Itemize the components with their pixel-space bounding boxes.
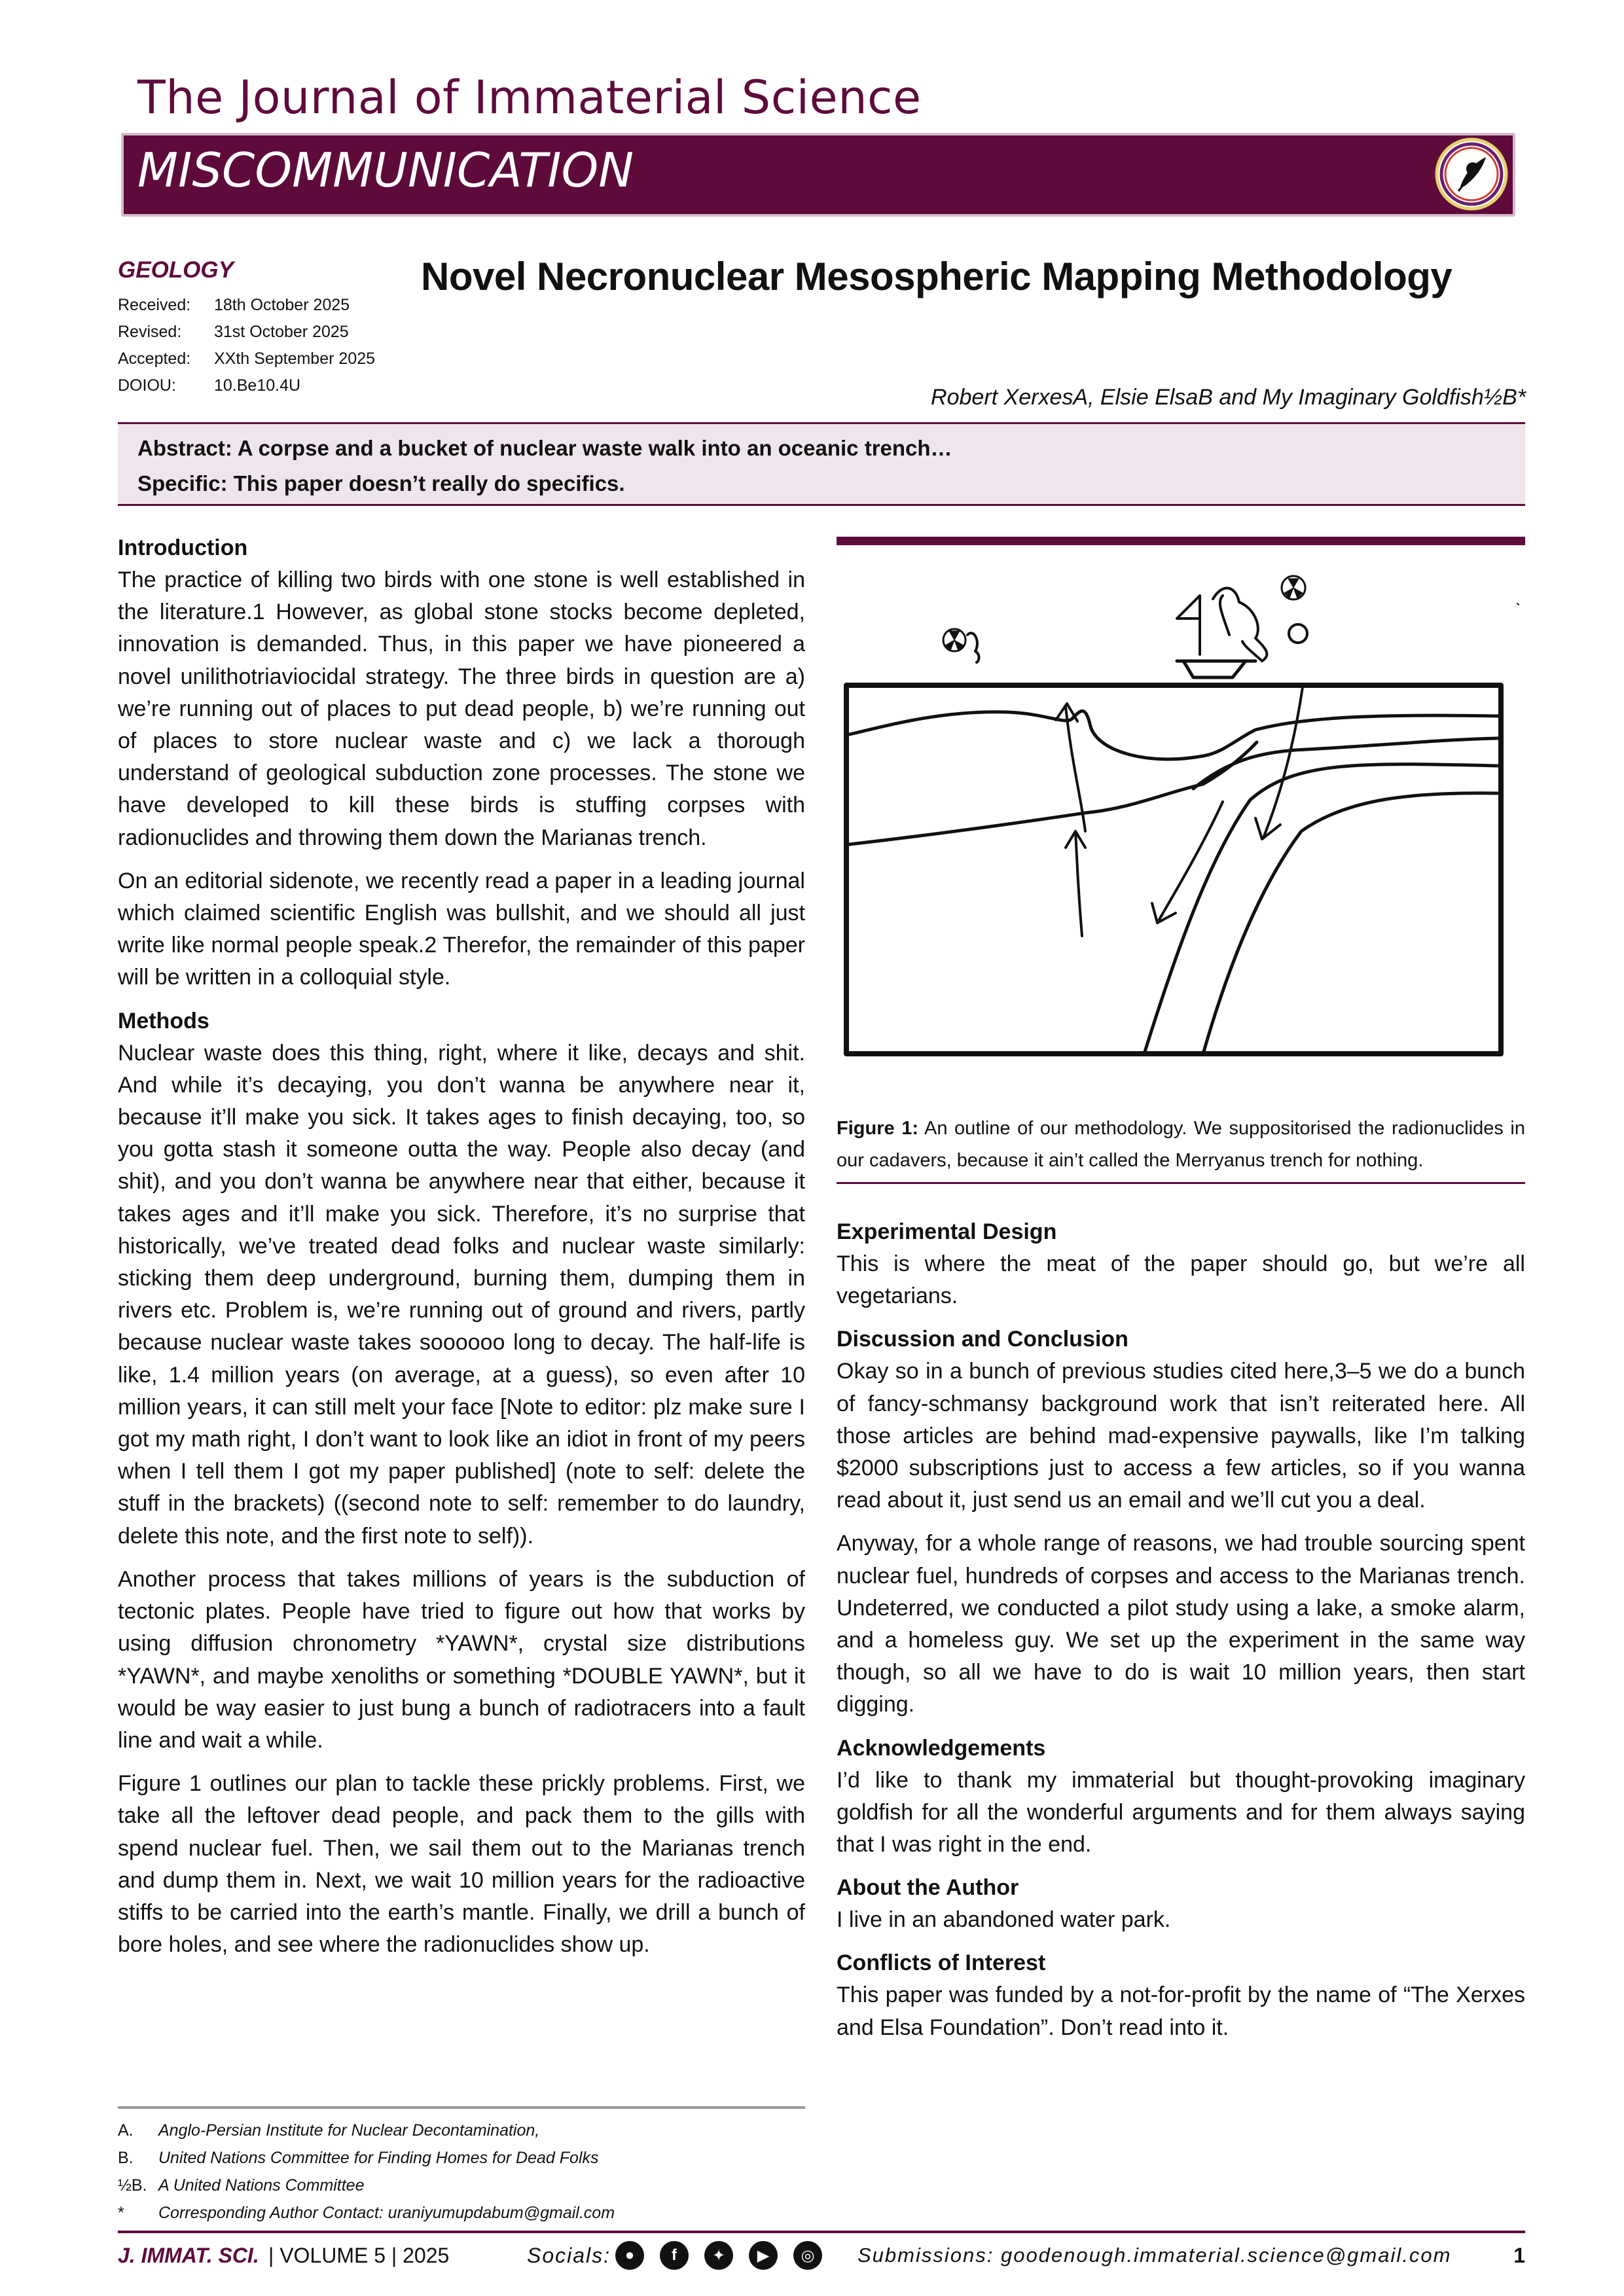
- paragraph: The practice of killing two birds with one stone is well established in the literature.1 However, as global stone stocks become depleted, innovation is demanded. Thus, in this paper we have pioneered a novel unilithotriaviocidal strategy. The three birds in question are a) we’re running out of places to put dead people, b) we’re running out of places to store nuclear waste and c) we lack a thorough understand of geological subduction zone processes. The stone we have developed to kill these birds is stuffing corpses with radionuclides and throwing them down the Marianas trench.: [118, 567, 805, 850]
- paragraph: This paper was funded by a not-for-profit by the name of “The Xerxes and Elsa Foundation”. Don’t read into it.: [837, 1982, 1525, 2040]
- page-footer: [118, 2244, 1525, 2276]
- date-value: 10.Be10.4U: [214, 376, 301, 395]
- reddit-icon[interactable]: ●: [615, 2241, 644, 2270]
- footnote-mark: ½B.: [118, 2176, 147, 2195]
- paragraph: I live in an abandoned water park.: [837, 1907, 1171, 1933]
- socials-label: Socials:: [527, 2244, 611, 2267]
- footnote: [118, 2117, 805, 2144]
- affiliation-footnotes: [118, 2106, 805, 2227]
- paragraph: Another process that takes millions of years is the subduction of tectonic plates. People have tried to figure out how that works by using diffusion chronometry *YAWN*, crystal size distributions *YAWN*, and maybe xenoliths or something *DOUBLE YAWN*, but it would be way easier to just bung a bunch of radiotracers into a fault line and wait a while.: [118, 1566, 805, 1753]
- figure-top-bar: [837, 537, 1525, 545]
- footnote-mark: B.: [118, 2149, 134, 2167]
- date-label: Received:: [118, 296, 191, 314]
- section-heading: About the Author: [837, 1875, 1019, 1901]
- date-value: XXth September 2025: [214, 350, 375, 368]
- section-heading: Conflicts of Interest: [837, 1950, 1046, 1976]
- footnote-mark: A.: [118, 2121, 134, 2140]
- publication-dates: [118, 292, 375, 399]
- paragraph: This is where the meat of the paper should go, but we’re all vegetarians.: [837, 1251, 1525, 1309]
- paragraph: Nuclear waste does this thing, right, where it like, decays and shit. And while it’s decaying, you don’t wanna be anywhere near it, because it’ll make you sick. It takes ages to finish decaying, too, so you gotta stash it someone outta the way. People also decay (and shit), and you don’t wanna be anywhere near that either, because it takes ages and it’ll make you sick. Therefore, it’s no surprise that historically, we’ve treated dead folks and nuclear waste similarly: sticking them deep underground, burning them, dumping them in rivers etc. Problem is, we’re running out of ground and rivers, partly because nuclear waste takes soooooo long to decay. The half-life is like, 1.4 million years (on average, at a guess), so even after 10 million years, it can still melt your face [Note to editor: plz make sure I got my math right, I don’t want to look like an idiot in front of my peers when I tell them I got my paper published] (note to self: delete the stuff in the brackets) ((second note to self: remember to do laundry, delete this note, and the first note to self)).: [118, 1040, 805, 1549]
- paragraph: On an editorial sidenote, we recently read a paper in a leading journal which claimed scientific English was bullshit, and we should all just write like normal people speak.2 Therefor, the remainder of this paper will be written in a colloquial style.: [118, 868, 805, 990]
- abstract-line: Abstract: A corpse and a bucket of nuclear waste walk into an oceanic trench…: [137, 436, 952, 460]
- section-heading: Methods: [118, 1008, 209, 1033]
- social-icons: [615, 2241, 822, 2270]
- date-label: Revised:: [118, 323, 182, 341]
- date-value: 18th October 2025: [214, 296, 350, 314]
- footnote-text: Corresponding Author Contact: uraniyumupdabum@gmail.com: [158, 2204, 615, 2222]
- paragraph: I’d like to thank my immaterial but thought-provoking imaginary goldfish for all the wonderful arguments and for them always saying that I was right in the end.: [837, 1767, 1525, 1857]
- section-heading: Introduction: [118, 535, 248, 560]
- abstract-box: [118, 422, 1525, 506]
- date-row: [118, 319, 375, 346]
- paragraph: Anyway, for a whole range of reasons, we had trouble sourcing spent nuclear fuel, hundreds of corpses and access to the Marianas trench. Undeterred, we conducted a pilot study using a lake, a smoke alarm, and a homeless guy. We set up the experiment in the same way though, so all we have to do is wait 10 million years, then start digging.: [837, 1531, 1525, 1717]
- footnote: [118, 2199, 805, 2227]
- facebook-icon[interactable]: f: [660, 2241, 689, 2270]
- paragraph: Figure 1 outlines our plan to tackle these prickly problems. First, we take all the leftover dead people, and pack them to the gills with spend nuclear fuel. Then, we sail them out to the Marianas trench and dump them in. Next, we wait 10 million years for the radioactive stiffs to be carried into the earth’s mantle. Finally, we drill a bunch of bore holes, and see where the radionuclides show up.: [118, 1771, 805, 1958]
- figure-caption: [837, 1113, 1525, 1184]
- caption-text: An outline of our methodology. We suppositorised the radionuclides in our cadavers, because it ain’t called the Merryanus trench for nothing.: [837, 1118, 1526, 1171]
- banner-label: MISCOMMUNICATION: [137, 143, 634, 198]
- figure-label: Figure 1:: [837, 1118, 918, 1139]
- subject-label: GEOLOGY: [118, 257, 234, 283]
- footnote-text: United Nations Committee for Finding Homes for Dead Folks: [158, 2149, 599, 2167]
- footnote-mark: *: [118, 2204, 124, 2222]
- paper-title: Novel Necronuclear Mesospheric Mapping Methodology: [421, 255, 1453, 298]
- footnote-text: A United Nations Committee: [158, 2176, 365, 2195]
- right-column: [837, 1216, 1525, 2044]
- footnote: [118, 2172, 805, 2199]
- specific-line: Specific: This paper doesn’t really do specifics.: [137, 471, 625, 495]
- section-heading: Experimental Design: [837, 1219, 1057, 1244]
- date-label: DOIOU:: [118, 376, 176, 395]
- footer-rule: [118, 2231, 1525, 2233]
- twitter-icon[interactable]: ✦: [704, 2241, 733, 2270]
- paragraph: Okay so in a bunch of previous studies cited here,3–5 we do a bunch of fancy-schmansy background work that isn’t reiterated here. All those articles are behind mad-expensive paywalls, like I’m talking $2000 subscriptions just to access a few articles, so if you wanna read about it, just send us an email and we’ll cut you a deal.: [837, 1359, 1525, 1513]
- author-list: Robert XerxesA, Elsie ElsaB and My Imaginary Goldfish½B*: [931, 385, 1526, 410]
- instagram-icon[interactable]: ◎: [793, 2241, 822, 2270]
- footnote-text: Anglo-Persian Institute for Nuclear Decontamination,: [158, 2121, 540, 2140]
- youtube-icon[interactable]: ▶: [749, 2241, 778, 2270]
- date-row: [118, 346, 375, 372]
- left-column: [118, 532, 805, 1961]
- date-row: [118, 292, 375, 319]
- journal-name: The Journal of Immaterial Science: [137, 71, 922, 124]
- journal-abbrev: J. IMMAT. SCI.: [118, 2244, 259, 2267]
- footnote: [118, 2144, 805, 2172]
- volume-info: | VOLUME 5 | 2025: [268, 2244, 450, 2267]
- date-row: [118, 372, 375, 399]
- date-value: 31st October 2025: [214, 323, 349, 341]
- section-heading: Discussion and Conclusion: [837, 1327, 1128, 1352]
- date-label: Accepted:: [118, 350, 191, 368]
- section-heading: Acknowledgements: [837, 1735, 1046, 1761]
- methodology-figure: [837, 556, 1525, 1100]
- page-number: 1: [1513, 2244, 1525, 2267]
- submissions-email[interactable]: Submissions: goodenough.immaterial.science@gmail.com: [857, 2244, 1452, 2267]
- feather-quill-icon: [1435, 137, 1508, 211]
